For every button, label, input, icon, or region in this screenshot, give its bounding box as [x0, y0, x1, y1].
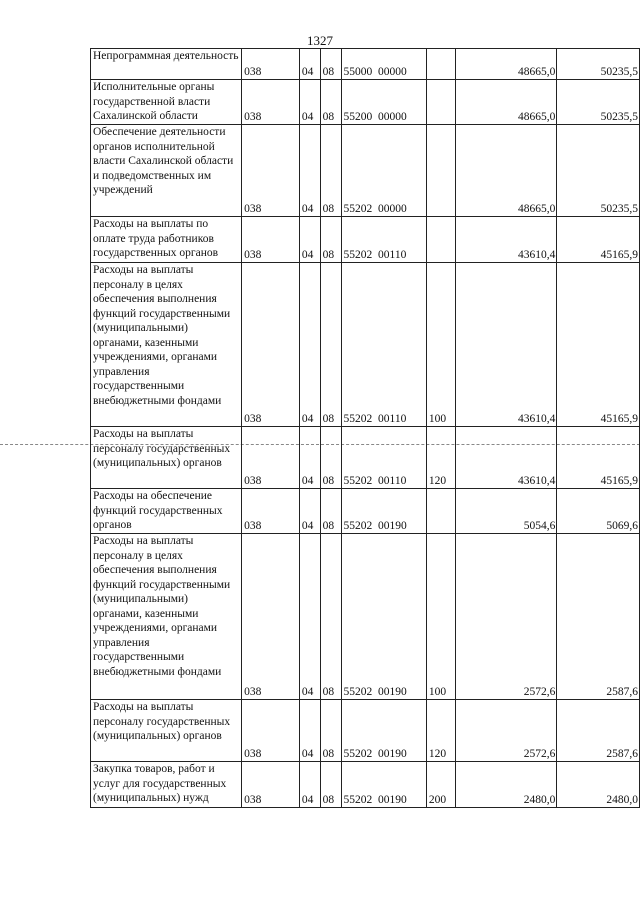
expense-type-code: 100	[426, 534, 455, 700]
amount-year-2: 2480,0	[557, 762, 640, 808]
table-row	[91, 80, 640, 125]
target-article-code: 55202 00190	[341, 489, 426, 534]
section-code: 04	[299, 762, 320, 808]
row-name: Исполнительные органы государственной власти Сахалинской области	[91, 80, 242, 125]
target-article-code: 55202 00000	[341, 125, 426, 217]
table-row	[91, 762, 640, 808]
amount-year-1: 2480,0	[455, 762, 557, 808]
amount-year-1: 48665,0	[455, 49, 557, 80]
table-row	[91, 534, 640, 700]
subsection-code: 08	[320, 700, 341, 762]
expense-type-code	[426, 217, 455, 263]
row-name: Расходы на выплаты персоналу государственных (муниципальных) органов	[91, 700, 242, 762]
row-name: Расходы на обеспечение функций государственных органов	[91, 489, 242, 534]
amount-year-1: 2572,6	[455, 534, 557, 700]
expense-type-code: 120	[426, 427, 455, 489]
section-code: 04	[299, 80, 320, 125]
section-code: 04	[299, 49, 320, 80]
subsection-code: 08	[320, 263, 341, 427]
row-name: Расходы на выплаты по оплате труда работников государственных органов	[91, 217, 242, 263]
ved-code: 038	[242, 762, 300, 808]
subsection-code: 08	[320, 534, 341, 700]
ved-code: 038	[242, 80, 300, 125]
target-article-code: 55202 00110	[341, 217, 426, 263]
amount-year-1: 5054,6	[455, 489, 557, 534]
target-article-code: 55202 00190	[341, 534, 426, 700]
expense-type-code	[426, 49, 455, 80]
table-row	[91, 49, 640, 80]
row-name: Расходы на выплаты персоналу в целях обеспечения выполнения функций государственными (муниципальными) органами, казенными учреждениями, органами управления государственными внебюджетными фондами	[91, 534, 242, 700]
target-article-code: 55200 00000	[341, 80, 426, 125]
expense-type-code	[426, 125, 455, 217]
page-number: 1327	[307, 33, 333, 48]
amount-year-2: 45165,9	[557, 263, 640, 427]
ved-code: 038	[242, 700, 300, 762]
row-name: Непрограммная деятельность	[91, 49, 242, 80]
expense-type-code: 100	[426, 263, 455, 427]
subsection-code: 08	[320, 125, 341, 217]
target-article-code: 55000 00000	[341, 49, 426, 80]
table-row	[91, 489, 640, 534]
target-article-code: 55202 00110	[341, 263, 426, 427]
amount-year-2: 50235,5	[557, 49, 640, 80]
table-row	[91, 263, 640, 427]
subsection-code: 08	[320, 762, 341, 808]
target-article-code: 55202 00190	[341, 762, 426, 808]
row-name: Закупка товаров, работ и услуг для государственных (муниципальных) нужд	[91, 762, 242, 808]
subsection-code: 08	[320, 217, 341, 263]
budget-table	[90, 48, 640, 808]
ved-code: 038	[242, 49, 300, 80]
amount-year-2: 2587,6	[557, 534, 640, 700]
amount-year-1: 48665,0	[455, 125, 557, 217]
amount-year-1: 2572,6	[455, 700, 557, 762]
table-row	[91, 427, 640, 489]
ved-code: 038	[242, 427, 300, 489]
ved-code: 038	[242, 125, 300, 217]
row-name: Обеспечение деятельности органов исполнительной власти Сахалинской области и подведомственных им учреждений	[91, 125, 242, 217]
section-code: 04	[299, 217, 320, 263]
subsection-code: 08	[320, 427, 341, 489]
section-code: 04	[299, 534, 320, 700]
table-row	[91, 700, 640, 762]
amount-year-1: 43610,4	[455, 263, 557, 427]
amount-year-1: 48665,0	[455, 80, 557, 125]
subsection-code: 08	[320, 489, 341, 534]
row-name: Расходы на выплаты персоналу в целях обеспечения выполнения функций государственными (муниципальными) органами, казенными учреждениями, органами управления государственными внебюджетными фондами	[91, 263, 242, 427]
ved-code: 038	[242, 489, 300, 534]
expense-type-code	[426, 80, 455, 125]
expense-type-code	[426, 489, 455, 534]
section-code: 04	[299, 700, 320, 762]
amount-year-2: 5069,6	[557, 489, 640, 534]
section-code: 04	[299, 427, 320, 489]
expense-type-code: 200	[426, 762, 455, 808]
expense-type-code: 120	[426, 700, 455, 762]
row-name: Расходы на выплаты персоналу государственных (муниципальных) органов	[91, 427, 242, 489]
section-code: 04	[299, 263, 320, 427]
target-article-code: 55202 00190	[341, 700, 426, 762]
subsection-code: 08	[320, 49, 341, 80]
table-row	[91, 217, 640, 263]
table-row	[91, 125, 640, 217]
target-article-code: 55202 00110	[341, 427, 426, 489]
ved-code: 038	[242, 263, 300, 427]
amount-year-1: 43610,4	[455, 427, 557, 489]
amount-year-2: 2587,6	[557, 700, 640, 762]
amount-year-1: 43610,4	[455, 217, 557, 263]
amount-year-2: 45165,9	[557, 217, 640, 263]
amount-year-2: 45165,9	[557, 427, 640, 489]
section-code: 04	[299, 489, 320, 534]
amount-year-2: 50235,5	[557, 80, 640, 125]
ved-code: 038	[242, 534, 300, 700]
subsection-code: 08	[320, 80, 341, 125]
section-code: 04	[299, 125, 320, 217]
amount-year-2: 50235,5	[557, 125, 640, 217]
ved-code: 038	[242, 217, 300, 263]
